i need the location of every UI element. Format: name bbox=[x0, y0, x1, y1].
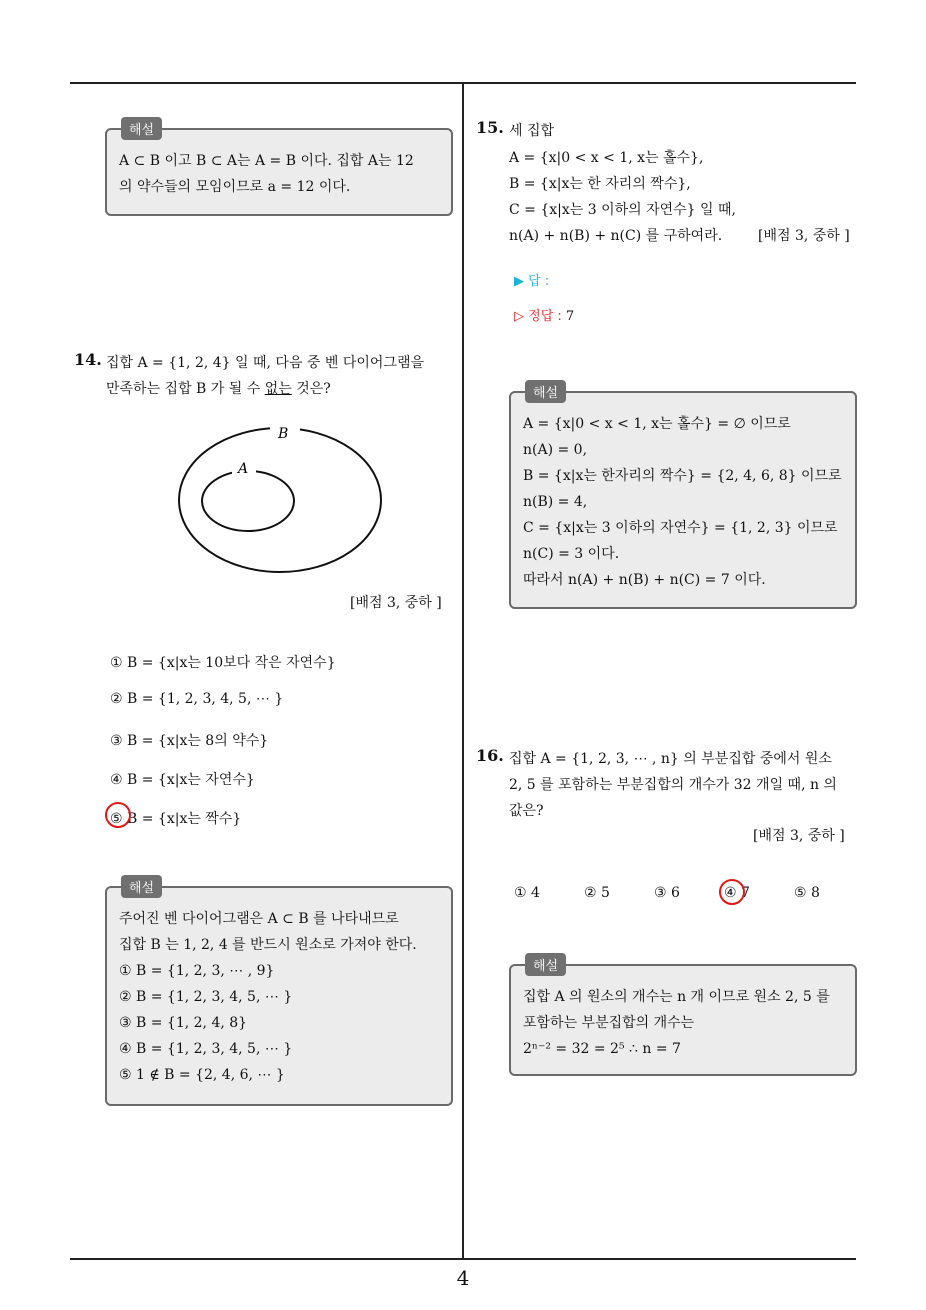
correct-answer-label: ▷ 정답 : bbox=[514, 309, 562, 324]
explanation-line: A ⊂ B 이고 B ⊂ A는 A = B 이다. 집합 A는 12 bbox=[119, 153, 414, 169]
choice-14-2[interactable]: ② B = {1, 2, 3, 4, 5, ⋯ } bbox=[110, 691, 284, 707]
answer-mark-circle bbox=[719, 879, 745, 905]
stem-text: 것은? bbox=[291, 381, 331, 397]
question-number-14: 14. bbox=[74, 350, 102, 369]
choice-14-3[interactable]: ③ B = {x|x는 8의 약수} bbox=[110, 733, 269, 749]
explanation-line: ⑤ 1 ∉ B = {2, 4, 6, ⋯ } bbox=[119, 1067, 285, 1083]
correct-answer-row bbox=[514, 305, 574, 324]
question-15-line: n(A) + n(B) + n(C) 를 구하여라. bbox=[509, 228, 723, 244]
explanation-line: 의 약수들의 모임이므로 a = 12 이다. bbox=[119, 179, 351, 195]
page-number: 4 bbox=[456, 1266, 470, 1290]
bottom-rule bbox=[70, 1258, 856, 1260]
explanation-line: ① B = {1, 2, 3, ⋯ , 9} bbox=[119, 963, 275, 979]
question-16-line: 2, 5 를 포함하는 부분집합의 개수가 32 개일 때, n 의 bbox=[509, 777, 837, 793]
explanation-box-14 bbox=[105, 881, 453, 1106]
explanation-tag: 해설 bbox=[525, 380, 566, 403]
explanation-line: n(C) = 3 이다. bbox=[523, 546, 620, 562]
explanation-line: B = {x|x는 한자리의 짝수} = {2, 4, 6, 8} 이므로 bbox=[523, 468, 842, 484]
column-divider bbox=[462, 84, 464, 1258]
explanation-line: A = {x|0 < x < 1, x는 홀수} = ∅ 이므로 bbox=[523, 416, 791, 432]
score-15: [배점 3, 중하 ] bbox=[758, 228, 850, 244]
explanation-line: 2ⁿ⁻² = 32 = 2⁵ ∴ n = 7 bbox=[523, 1041, 681, 1057]
explanation-line: 주어진 벤 다이어그램은 A ⊂ B 를 나타내므로 bbox=[119, 911, 399, 927]
venn-diagram bbox=[170, 420, 390, 580]
question-15-line: B = {x|x는 한 자리의 짝수}, bbox=[509, 176, 691, 192]
score-14: [배점 3, 중하 ] bbox=[350, 595, 442, 611]
set-b-ellipse bbox=[179, 428, 381, 572]
venn-label-a: A bbox=[238, 461, 249, 477]
explanation-tag: 해설 bbox=[525, 953, 566, 976]
explanation-box-15 bbox=[509, 386, 857, 609]
stem-emphasis: 없는 bbox=[264, 381, 292, 397]
correct-answer-value: 7 bbox=[565, 309, 575, 324]
explanation-tag: 해설 bbox=[121, 875, 162, 898]
explanation-line: ④ B = {1, 2, 3, 4, 5, ⋯ } bbox=[119, 1041, 293, 1057]
question-16-line: 값은? bbox=[509, 803, 544, 819]
explanation-line: ③ B = {1, 2, 4, 8} bbox=[119, 1015, 248, 1031]
question-stem-14-line2 bbox=[106, 378, 331, 398]
question-15-line: 세 집합 bbox=[509, 123, 555, 139]
question-stem-14-line1: 집합 A = {1, 2, 4} 일 때, 다음 중 벤 다이어그램을 bbox=[106, 355, 425, 371]
choice-14-4[interactable]: ④ B = {x|x는 자연수} bbox=[110, 772, 255, 788]
question-15-line: C = {x|x는 3 이하의 자연수} 일 때, bbox=[509, 202, 736, 218]
choice-16-4[interactable]: ④ 7 bbox=[724, 885, 750, 901]
choice-14-1[interactable]: ① B = {x|x는 10보다 작은 자연수} bbox=[110, 655, 336, 671]
explanation-box-13 bbox=[105, 123, 453, 216]
choice-16-3[interactable]: ③ 6 bbox=[654, 885, 680, 901]
stem-text: 만족하는 집합 B 가 될 수 bbox=[106, 381, 265, 397]
explanation-line: C = {x|x는 3 이하의 자연수} = {1, 2, 3} 이므로 bbox=[523, 520, 838, 536]
explanation-line: 집합 B 는 1, 2, 4 를 반드시 원소로 가져야 한다. bbox=[119, 937, 417, 953]
explanation-line: 집합 A 의 원소의 개수는 n 개 이므로 원소 2, 5 를 bbox=[523, 989, 830, 1005]
explanation-line: 따라서 n(A) + n(B) + n(C) = 7 이다. bbox=[523, 572, 766, 588]
choice-14-5[interactable]: ⑤ B = {x|x는 짝수} bbox=[110, 811, 242, 827]
question-number-16: 16. bbox=[476, 746, 504, 765]
choice-16-1[interactable]: ① 4 bbox=[514, 885, 540, 901]
score-16: [배점 3, 중하 ] bbox=[753, 828, 845, 844]
venn-label-b: B bbox=[278, 426, 289, 442]
choice-16-2[interactable]: ② 5 bbox=[584, 885, 610, 901]
answer-mark-circle bbox=[105, 802, 131, 828]
question-15-line: A = {x|0 < x < 1, x는 홀수}, bbox=[509, 150, 704, 166]
explanation-line: n(B) = 4, bbox=[523, 494, 588, 510]
explanation-box-16 bbox=[509, 959, 857, 1076]
question-number-15: 15. bbox=[476, 118, 504, 137]
set-a-ellipse bbox=[202, 471, 294, 531]
answer-field-label[interactable]: ▶ 답 : bbox=[514, 274, 550, 289]
explanation-line: ② B = {1, 2, 3, 4, 5, ⋯ } bbox=[119, 989, 293, 1005]
choice-16-5[interactable]: ⑤ 8 bbox=[794, 885, 820, 901]
explanation-line: n(A) = 0, bbox=[523, 442, 588, 458]
question-16-line: 집합 A = {1, 2, 3, ⋯ , n} 의 부분집합 중에서 원소 bbox=[509, 751, 832, 767]
explanation-line: 포함하는 부분집합의 개수는 bbox=[523, 1015, 695, 1031]
explanation-tag: 해설 bbox=[121, 117, 162, 140]
